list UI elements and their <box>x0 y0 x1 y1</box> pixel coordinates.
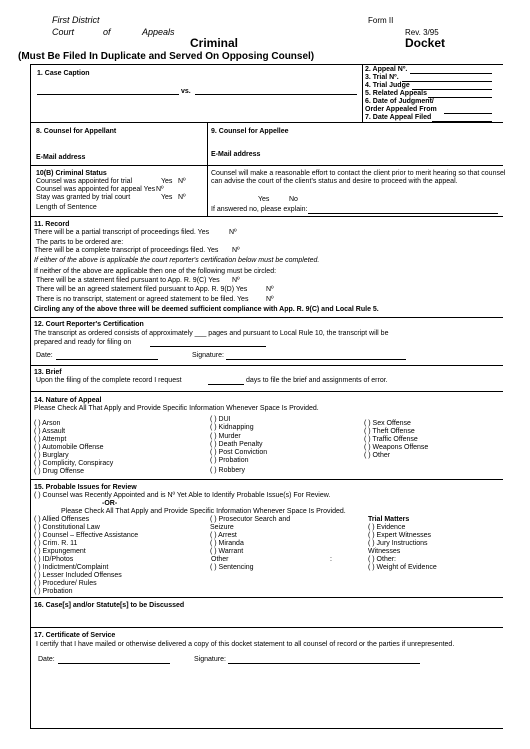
complicity-checkbox[interactable]: ( ) Complicity, Conspiracy <box>34 460 114 467</box>
filing-date-field[interactable] <box>150 346 266 347</box>
contact-client-text: Counsel will make a reasonable effort to contact the client prior to merit hearing so that counsel <box>211 170 506 177</box>
procedure-rules-checkbox[interactable]: ( ) Procedure/ Rules <box>34 580 97 587</box>
weapons-offense-checkbox[interactable]: ( ) Weapons Offense <box>364 444 429 451</box>
caption-line-right[interactable] <box>195 94 357 95</box>
stay-granted-label: Stay was granted by trial court <box>36 194 131 201</box>
arson-checkbox[interactable]: ( ) Arson <box>34 420 61 427</box>
appointed-trial-no[interactable]: Nº <box>178 178 186 185</box>
assault-checkbox[interactable]: ( ) Assault <box>34 428 66 435</box>
subtitle: (Must Be Filed In Duplicate and Served On Opposing Counsel) <box>18 51 315 62</box>
record-label: 11. Record <box>34 221 70 228</box>
criminal-status-label: 10(B) Criminal Status <box>36 170 107 177</box>
expert-witnesses-checkbox[interactable]: ( ) Expert Witnesses <box>368 532 432 539</box>
sex-offense-checkbox[interactable]: ( ) Sex Offense <box>364 420 411 427</box>
title-criminal: Criminal <box>190 36 239 50</box>
form-number: Form II <box>368 16 394 25</box>
robbery-checkbox[interactable]: ( ) Robbery <box>210 467 246 474</box>
cases-statutes-label: 16. Case[s] and/or Statute[s] to be Discussed <box>34 602 185 609</box>
order-appealed-label: Order Appealed From <box>365 106 437 113</box>
statement-9d-no[interactable]: Nº <box>266 286 274 293</box>
recently-appointed-checkbox[interactable]: ( ) Counsel was Recently Appointed and is Nº Yet Able to Identify Probable Issue(s) For Review. <box>34 492 331 499</box>
weight-evidence-checkbox[interactable]: ( ) Weight of Evidence <box>368 564 437 571</box>
lesser-offenses-checkbox[interactable]: ( ) Lesser Included Offenses <box>34 572 122 579</box>
miranda-checkbox[interactable]: ( ) Miranda <box>210 540 244 547</box>
appellant-counsel-label: 8. Counsel for Appellant <box>36 128 117 135</box>
seizure-label: Seizure <box>210 524 234 531</box>
title-docket: Docket <box>405 36 446 50</box>
effective-assistance-checkbox[interactable]: ( ) Counsel – Effective Assistance <box>34 532 139 539</box>
service-date-label: Date: <box>38 656 55 663</box>
attempt-checkbox[interactable]: ( ) Attempt <box>34 436 67 443</box>
partial-transcript-text: There will be a partial transcript of proceedings filed. Yes <box>34 229 210 236</box>
vs-label: vs. <box>181 88 191 95</box>
divider <box>30 216 503 217</box>
statement-9d-text: There will be an agreed statement filed pursuant to App. R. 9(D) Yes <box>36 286 248 293</box>
trial-judge-label: 4. Trial Judge <box>365 82 410 89</box>
explain-label: If answered no, please explain: <box>211 206 308 213</box>
crim-r11-checkbox[interactable]: ( ) Crim. R. 11 <box>34 540 78 547</box>
stay-granted-no[interactable]: Nº <box>178 194 186 201</box>
service-signature-label: Signature: <box>194 656 226 663</box>
other-issue-label: Other <box>211 556 229 563</box>
other-colon: : <box>330 556 332 563</box>
statement-9c-no[interactable]: Nº <box>232 277 240 284</box>
judgment-date-label: 6. Date of Judgment/ <box>365 98 434 105</box>
divider <box>30 597 503 598</box>
witnesses-label: Witnesses <box>368 548 401 555</box>
contact-client-text-2: can advise the court of the client’s status and desire to proceed with the appeal. <box>211 178 458 185</box>
related-appeals-label: 5. Related Appeals <box>365 90 427 97</box>
certificate-service-label: 17. Certificate of Service <box>34 632 116 639</box>
of-label: of <box>103 27 111 37</box>
post-conviction-checkbox[interactable]: ( ) Post Conviction <box>210 449 268 456</box>
appointed-trial-yes[interactable]: Yes <box>161 178 173 185</box>
brief-label: 13. Brief <box>34 369 62 376</box>
status-divider <box>207 165 208 216</box>
transcript-consists-text: The transcript as ordered consists of approximately ___ pages and pursuant to Local Rule 10, the transcript will be <box>34 330 389 337</box>
reporter-signature-label: Signature: <box>192 352 224 359</box>
brief-days-field[interactable] <box>208 384 244 385</box>
probation-issue-checkbox[interactable]: ( ) Probation <box>34 588 73 595</box>
warrant-checkbox[interactable]: ( ) Warrant <box>210 548 244 555</box>
related-appeals-field[interactable] <box>428 97 492 98</box>
appellee-email-label: E-Mail address <box>211 151 261 158</box>
court-reporter-label: 12. Court Reporter's Certification <box>34 321 144 328</box>
district-label: First District <box>52 15 100 25</box>
kidnapping-checkbox[interactable]: ( ) Kidnapping <box>210 424 254 431</box>
theft-offense-checkbox[interactable]: ( ) Theft Offense <box>364 428 415 435</box>
certification-note: If either of the above is applicable the court reporter's certification below must be completed. <box>34 257 320 264</box>
section1-divider <box>362 64 363 122</box>
trial-matters-label: Trial Matters <box>368 516 410 523</box>
other-offense-checkbox[interactable]: ( ) Other <box>364 452 391 459</box>
explain-field[interactable] <box>308 213 498 214</box>
search-seizure-checkbox[interactable]: ( ) Prosecutor Search and <box>210 516 291 523</box>
brief-request-text: Upon the filing of the complete record I request <box>36 377 182 384</box>
sentencing-checkbox[interactable]: ( ) Sentencing <box>210 564 254 571</box>
probable-issues-label: 15. Probable Issues for Review <box>34 484 137 491</box>
appointed-appeal-label[interactable]: Counsel was appointed for appeal Yes <box>36 186 156 193</box>
service-signature-field[interactable] <box>228 663 420 664</box>
other-trial-checkbox[interactable]: ( ) Other: <box>368 556 397 563</box>
no-transcript-text: There is no transcript, statement or agreed statement to be filed. Yes <box>36 296 249 303</box>
case-caption-label: 1. Case Caption <box>37 70 90 77</box>
divider <box>30 627 503 628</box>
dui-checkbox[interactable]: ( ) DUI <box>210 416 231 423</box>
issues-instructions: Please Check All That Apply and Provide Specific Information Whenever Space Is Provided. <box>61 508 346 515</box>
divider <box>30 317 503 318</box>
certify-text: I certify that I have mailed or otherwise delivered a copy of this docket statement to all counsel of record or the parties if unrepresented. <box>36 641 455 648</box>
divider <box>30 391 503 392</box>
appointed-appeal-no[interactable]: Nº <box>156 186 164 193</box>
statement-9c-text: There will be a statement filed pursuant to App. R. 9(C) Yes <box>36 277 220 284</box>
appointed-trial-label: Counsel was appointed for trial <box>36 178 133 185</box>
stay-granted-yes[interactable]: Yes <box>161 194 173 201</box>
constitutional-law-checkbox[interactable]: ( ) Constitutional Law <box>34 524 100 531</box>
drug-checkbox[interactable]: ( ) Drug Offense <box>34 468 85 475</box>
nature-instructions: Please Check All That Apply and Provide Specific Information Whenever Space Is Provided. <box>34 405 319 412</box>
sentence-length-label: Length of Sentence <box>36 204 97 211</box>
complete-transcript-text: There will be a complete transcript of proceedings filed. Yes <box>34 247 219 254</box>
contact-yes[interactable]: Yes <box>258 196 270 203</box>
divider <box>30 122 503 123</box>
id-photos-checkbox[interactable]: ( ) ID/Photos <box>34 556 74 563</box>
burglary-checkbox[interactable]: ( ) Burglary <box>34 452 69 459</box>
nature-of-appeal-label: 14. Nature of Appeal <box>34 397 102 404</box>
parts-ordered-text: The parts to be ordered are: <box>36 239 124 246</box>
appeal-number-label: 2. Appeal Nº. <box>365 66 408 73</box>
indictment-checkbox[interactable]: ( ) Indictment/Complaint <box>34 564 109 571</box>
reporter-date-label: Date: <box>36 352 53 359</box>
prepared-text: prepared and ready for filing on <box>34 339 132 346</box>
appeal-filed-label: 7. Date Appeal Filed <box>365 114 432 121</box>
appellant-email-label: E-Mail address <box>36 154 86 161</box>
compliance-note: Circling any of the above three will be deemed sufficient compliance with App. R. 9(C) and Local Rule 5. <box>34 306 379 313</box>
partial-transcript-no[interactable]: Nº <box>229 229 237 236</box>
or-separator: -OR- <box>102 500 118 507</box>
reporter-signature-field[interactable] <box>226 359 406 360</box>
contact-no[interactable]: No <box>289 196 298 203</box>
trial-number-field[interactable] <box>402 81 492 82</box>
service-date-field[interactable] <box>58 663 170 664</box>
jury-instructions-checkbox[interactable]: ( ) Jury Instructions <box>368 540 428 547</box>
reporter-date-field[interactable] <box>56 359 158 360</box>
counsel-divider <box>207 122 208 165</box>
divider <box>30 479 503 480</box>
divider <box>30 365 503 366</box>
appeal-number-field[interactable] <box>410 73 492 74</box>
order-appealed-field[interactable] <box>444 113 492 114</box>
arrest-checkbox[interactable]: ( ) Arrest <box>210 532 237 539</box>
expungement-checkbox[interactable]: ( ) Expungement <box>34 548 86 555</box>
death-penalty-checkbox[interactable]: ( ) Death Penalty <box>210 441 263 448</box>
evidence-checkbox[interactable]: ( ) Evidence <box>368 524 406 531</box>
divider <box>30 165 503 166</box>
no-transcript-no[interactable]: Nº <box>266 296 274 303</box>
appeals-label: Appeals <box>142 27 175 37</box>
automobile-checkbox[interactable]: ( ) Automobile Offense <box>34 444 104 451</box>
court-label: Court <box>52 27 75 37</box>
caption-line-left[interactable] <box>37 94 179 95</box>
traffic-offense-checkbox[interactable]: ( ) Traffic Offense <box>364 436 418 443</box>
appellee-counsel-label: 9. Counsel for Appellee <box>211 128 289 135</box>
revision-date: Rev. 3/95 <box>405 28 439 37</box>
probation-checkbox[interactable]: ( ) Probation <box>210 457 249 464</box>
murder-checkbox[interactable]: ( ) Murder <box>210 433 241 440</box>
trial-number-label: 3. Trial Nº. <box>365 74 399 81</box>
neither-note: If neither of the above are applicable then one of the following must be circled: <box>34 268 277 275</box>
brief-request-text-2: days to file the brief and assignments of error. <box>246 377 388 384</box>
allied-offenses-checkbox[interactable]: ( ) Allied Offenses <box>34 516 90 523</box>
complete-transcript-no[interactable]: Nº <box>232 247 240 254</box>
